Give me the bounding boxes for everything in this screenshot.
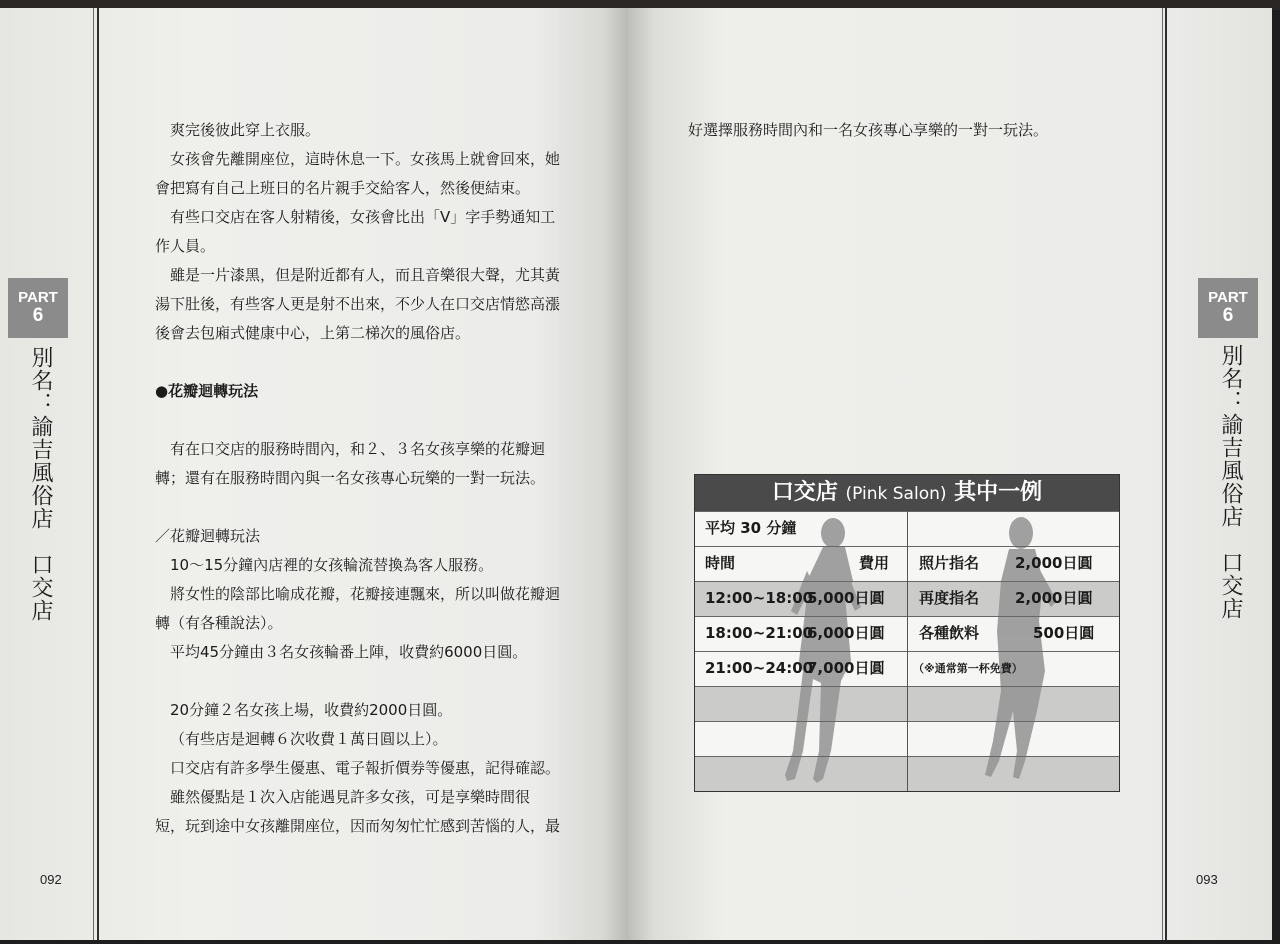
text-line: 短，玩到途中女孩離開座位，因而匆匆忙忙感到苦惱的人，最 xyxy=(155,817,561,835)
part-label: PART xyxy=(1208,289,1248,306)
column-header-fee: 費用 xyxy=(859,554,890,572)
table-title-en: (Pink Salon) xyxy=(845,484,947,504)
body-text xyxy=(688,116,1148,145)
fee-cell: 6,000日圓 xyxy=(807,624,885,642)
side-title: 別名：諭吉風俗店 口交店 xyxy=(28,346,53,622)
text-line: 好選擇服務時間內和一名女孩專心享樂的一對一玩法。 xyxy=(688,121,1049,139)
table-title-tail: 其中一例 xyxy=(954,480,1043,505)
text-line: 後會去包廂式健康中心，上第二梯次的風俗店。 xyxy=(155,324,471,342)
left-page xyxy=(0,8,628,940)
option-item: 各種飲料 xyxy=(919,624,980,642)
text-line: 平均45分鐘由３名女孩輪番上陣，收費約6000日圓。 xyxy=(170,643,528,661)
option-price: 2,000日圓 xyxy=(1015,554,1093,572)
text-line: 將女性的陰部比喻成花瓣，花瓣接連飄來，所以叫做花瓣迴 xyxy=(170,585,561,603)
margin-rule-thick xyxy=(97,8,99,940)
option-item: 照片指名 xyxy=(919,554,980,572)
option-price: 2,000日圓 xyxy=(1015,589,1093,607)
text-line: 作人員。 xyxy=(155,237,216,255)
text-line: 會把寫有自己上班日的名片親手交給客人，然後便結束。 xyxy=(155,179,531,197)
time-cell: 18:00~21:00 xyxy=(705,624,814,642)
table-title-main: 口交店 xyxy=(771,480,838,505)
text-line: 爽完後彼此穿上衣服。 xyxy=(170,121,321,139)
time-cell: 21:00~24:00 xyxy=(705,659,814,677)
section-heading: ●花瓣迴轉玩法 xyxy=(155,382,259,400)
body-text xyxy=(155,116,585,841)
fee-cell: 7,000日圓 xyxy=(807,659,885,677)
part-number: 6 xyxy=(32,305,44,326)
subheading: ／花瓣迴轉玩法 xyxy=(155,527,261,545)
text-line: 轉；還有在服務時間內與一名女孩專心玩樂的一對一玩法。 xyxy=(155,469,546,487)
price-table xyxy=(694,474,1120,792)
margin-rule xyxy=(1162,8,1163,940)
part-label: PART xyxy=(18,289,58,306)
fee-cell: 5,000日圓 xyxy=(807,589,885,607)
margin-rule xyxy=(93,8,94,940)
option-item: 再度指名 xyxy=(919,589,980,607)
text-line: 轉（有各種說法）。 xyxy=(155,614,283,632)
page-number: 093 xyxy=(1196,872,1218,887)
text-line: 湯下肚後，有些客人更是射不出來，不少人在口交店情慾高漲 xyxy=(155,295,561,313)
text-line: 20分鐘２名女孩上場，收費約2000日圓。 xyxy=(170,701,453,719)
option-price: 500日圓 xyxy=(1033,624,1095,642)
text-line: 雖然優點是１次入店能遇見許多女孩，可是享樂時間很 xyxy=(170,788,531,806)
part-number: 6 xyxy=(1222,305,1234,326)
text-line: 10～15分鐘內店裡的女孩輪流替換為客人服務。 xyxy=(170,556,494,574)
part-tab xyxy=(1198,278,1258,338)
column-header-time: 時間 xyxy=(705,554,736,572)
text-line: 有些口交店在客人射精後，女孩會比出「V」字手勢通知工 xyxy=(170,208,556,226)
drink-note: （※通常第一杯免費） xyxy=(913,662,1023,675)
time-cell: 12:00~18:00 xyxy=(705,589,814,607)
table-subtitle: 平均 30 分鐘 xyxy=(705,519,797,537)
table-title xyxy=(695,475,1119,511)
text-line: 女孩會先離開座位，這時休息一下。女孩馬上就會回來，她 xyxy=(170,150,561,168)
part-tab xyxy=(8,278,68,338)
page-number: 092 xyxy=(40,872,62,887)
side-title: 別名：諭吉風俗店 口交店 xyxy=(1218,344,1243,620)
text-line: 口交店有許多學生優惠、電子報折價券等優惠，記得確認。 xyxy=(170,759,561,777)
text-line: 有在口交店的服務時間內，和２、３名女孩享樂的花瓣迴 xyxy=(170,440,546,458)
column-divider xyxy=(907,511,908,791)
margin-rule-thick xyxy=(1165,8,1167,940)
text-line: （有些店是迴轉６次收費１萬日圓以上）。 xyxy=(170,730,448,748)
text-line: 雖是一片漆黑，但是附近都有人，而且音樂很大聲，尤其黃 xyxy=(170,266,561,284)
